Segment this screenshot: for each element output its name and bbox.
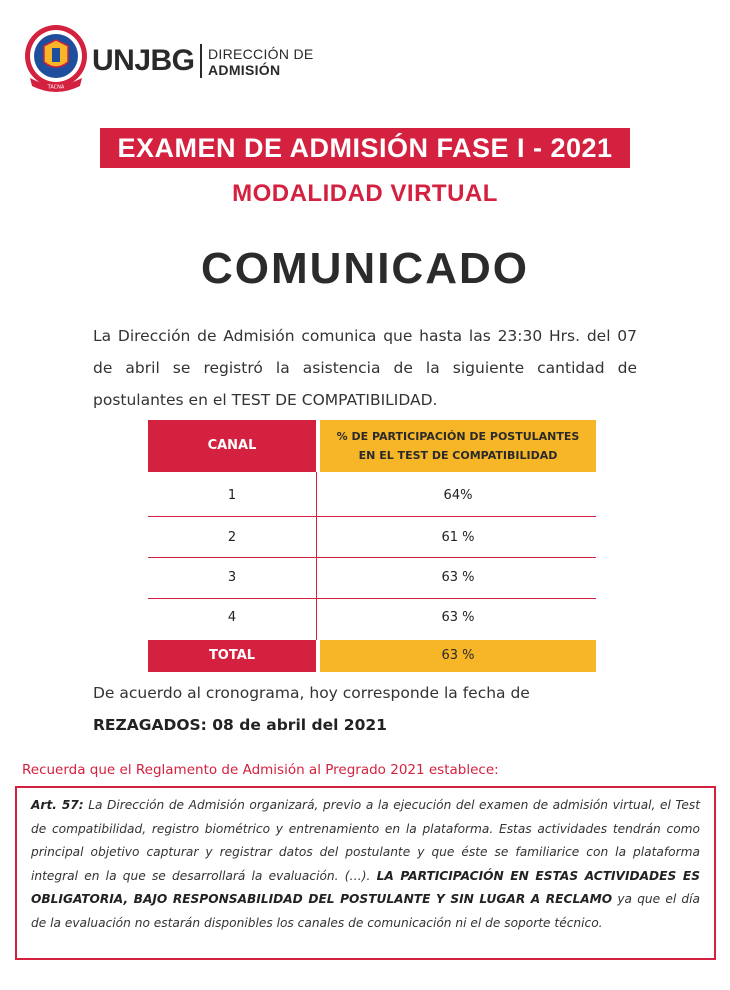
table-cell-canal: 4 <box>227 610 237 625</box>
table-total-value: 63 % <box>320 640 596 672</box>
table-cell-percentage: 61 % <box>441 530 475 545</box>
schedule-line1: De acuerdo al cronograma, hoy corresponde la fecha de <box>93 684 530 702</box>
table-row <box>148 530 596 570</box>
table-row-separator <box>148 516 596 517</box>
exam-title-banner: EXAMEN DE ADMISIÓN FASE I - 2021 <box>100 128 630 168</box>
table-cell-percentage: 63 % <box>441 610 475 625</box>
notice-title: COMUNICADO <box>201 244 529 293</box>
header-logo <box>22 22 322 96</box>
seal-ribbon-text: TACNA <box>47 84 65 91</box>
table-cell-percentage: 63 % <box>441 570 475 585</box>
table-header-percentage <box>320 420 596 472</box>
article-box <box>15 786 716 960</box>
article-text-bold: LA PARTICIPACIÓN EN ESTAS ACTIVIDADES ES OBLIGATORIA, BAJO RESPONSABILIDAD DEL POSTULANTE Y SIN LUGAR A RECLAMO <box>31 868 700 906</box>
table-row <box>148 488 596 528</box>
brand-name: UNJBG <box>92 44 195 77</box>
article-label: Art. 57: <box>31 798 84 812</box>
brand-subtitle-line1: DIRECCIÓN DE <box>208 46 314 62</box>
table-row-separator <box>148 598 596 599</box>
article-paragraph <box>31 794 700 935</box>
table-header-canal: CANAL <box>148 420 316 472</box>
modality-title: MODALIDAD VIRTUAL <box>232 180 498 207</box>
article-text-part1: La Dirección de Admisión organizará, previo a la ejecución del examen de admisión virtual, el Test de compatibilidad, registro biométrico y entrenamiento en la plataforma. Estas actividades tendrán como principal objetivo capturar y registrar datos del postulante y que éste se familiarice con la plataforma integral en la que se desarrollará la evaluación. (…). <box>31 798 700 883</box>
table-cell-canal: 2 <box>227 530 237 545</box>
reminder-text: Recuerda que el Reglamento de Admisión al Pregrado 2021 establece: <box>22 762 499 778</box>
table-header-percentage-line2: EN EL TEST DE COMPATIBILIDAD <box>358 449 558 462</box>
intro-paragraph: La Dirección de Admisión comunica que hasta las 23:30 Hrs. del 07 de abril se registró la asistencia de la siguiente cantidad de postulantes en el TEST DE COMPATIBILIDAD. <box>93 327 637 409</box>
brand-divider <box>200 44 202 78</box>
schedule-line2: REZAGADOS: 08 de abril del 2021 <box>93 716 387 734</box>
brand-subtitle-line2: ADMISIÓN <box>208 62 281 78</box>
article-text-part2: ya que el día de la evaluación no estarán disponibles los canales de comunicación ni el de soporte técnico. <box>31 892 700 930</box>
table-header-percentage-line1: % DE PARTICIPACIÓN DE POSTULANTES <box>336 430 580 443</box>
university-seal-icon <box>22 22 90 96</box>
table-cell-canal: 3 <box>227 570 237 585</box>
table-total-label: TOTAL <box>148 640 316 672</box>
table-row <box>148 570 596 610</box>
table-cell-canal: 1 <box>227 488 237 503</box>
table-row-separator <box>148 557 596 558</box>
table-cell-percentage: 64% <box>443 488 473 503</box>
